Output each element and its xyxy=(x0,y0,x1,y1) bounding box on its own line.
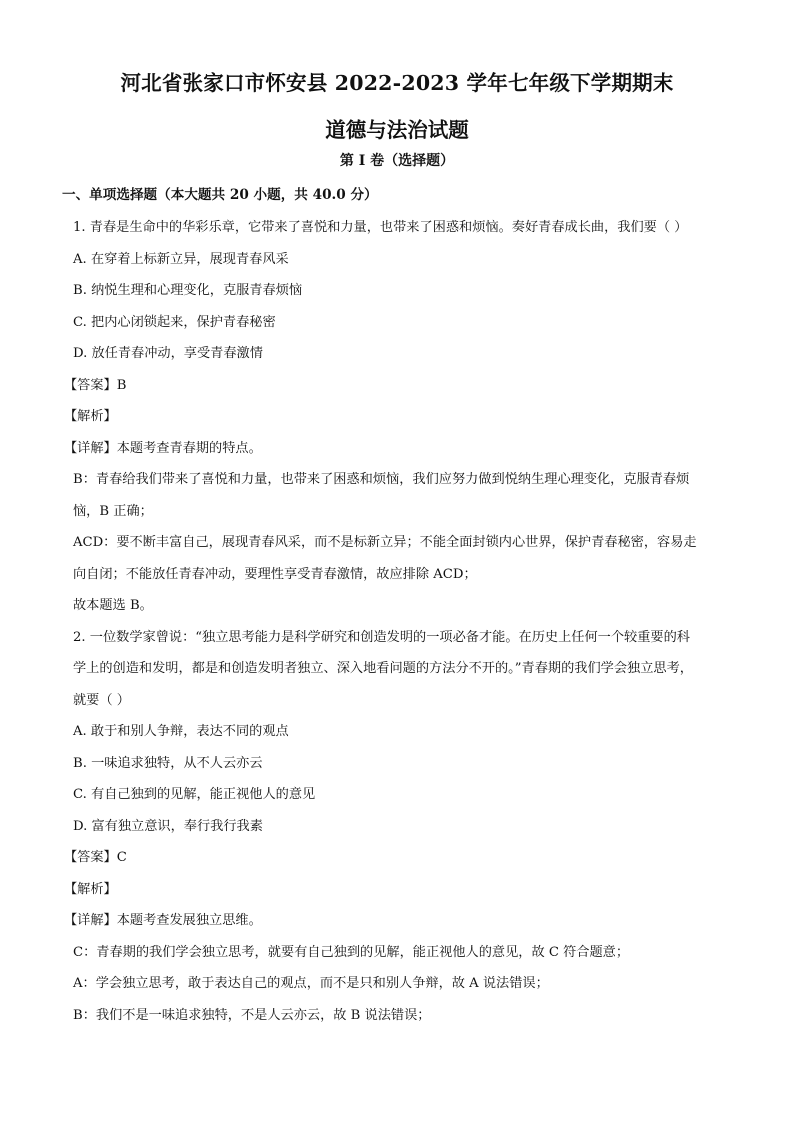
q1-analysis-label: 【解析】 xyxy=(64,409,117,424)
q1-answer: 【答案】B xyxy=(64,378,127,393)
volume-title: 第 I 卷（选择题） xyxy=(339,153,455,169)
q1-option-b: B. 纳悦生理和心理变化，克服青春烦恼 xyxy=(73,283,303,298)
q2-explain-line: C：青春期的我们学会独立思考，就要有自己独到的见解，能正视他人的意见，故 C 符合题意； xyxy=(73,945,630,960)
q1-detail: 【详解】本题考查青春期的特点。 xyxy=(64,441,262,456)
q2-stem-line: 就要（ ） xyxy=(73,693,130,708)
q1-explain-line: 故本题选 B。 xyxy=(73,598,153,613)
q1-explain-line: ACD：要不断丰富自己，展现青春风采，而不是标新立异；不能全面封锁内心世界，保护青春秘密，容易走 xyxy=(73,535,697,550)
q1-explain-line: 向自闭；不能放任青春冲动，要理性享受青春激情，故应排除 ACD； xyxy=(73,567,477,582)
q2-option-c: C. 有自己独到的见解，能正视他人的意见 xyxy=(73,787,316,802)
q1-stem: 1. 青春是生命中的华彩乐章，它带来了喜悦和力量，也带来了困惑和烦恼。奏好青春成长曲，我们要（ ） xyxy=(73,220,688,235)
q2-option-b: B. 一味追求独特，从不人云亦云 xyxy=(73,756,263,771)
q1-option-d: D. 放任青春冲动，享受青春激情 xyxy=(73,346,263,361)
q1-option-c: C. 把内心闭锁起来，保护青春秘密 xyxy=(73,315,276,330)
q2-option-d: D. 富有独立意识，奉行我行我素 xyxy=(73,819,263,834)
q2-answer: 【答案】C xyxy=(64,850,127,865)
q1-explain-line: 恼，B 正确； xyxy=(73,504,153,519)
q2-analysis-label: 【解析】 xyxy=(64,882,117,897)
q1-explain-line: B：青春给我们带来了喜悦和力量，也带来了困惑和烦恼，我们应努力做到悦纳生理心理变化，克服青春烦 xyxy=(73,472,690,487)
q1-option-a: A. 在穿着上标新立异，展现青春风采 xyxy=(73,252,289,267)
section-heading: 一、单项选择题（本大题共 20 小题，共 40.0 分） xyxy=(62,187,378,203)
q2-explain-line: A：学会独立思考，敢于表达自己的观点，而不是只和别人争辩，故 A 说法错误； xyxy=(73,976,549,991)
subject-title: 道德与法治试题 xyxy=(325,118,469,142)
q2-explain-line: B：我们不是一味追求独特，不是人云亦云，故 B 说法错误； xyxy=(73,1008,431,1023)
document-title: 河北省张家口市怀安县 2022-2023 学年七年级下学期期末 xyxy=(120,71,674,95)
q2-detail: 【详解】本题考查发展独立思维。 xyxy=(64,913,262,928)
q2-stem-line: 学上的创造和发明，都是和创造发明者独立、深入地看问题的方法分不开的。”青春期的我们学会独立思考， xyxy=(73,661,693,676)
q2-option-a: A. 敢于和别人争辩，表达不同的观点 xyxy=(73,724,289,739)
q2-stem-line: 2. 一位数学家曾说：“独立思考能力是科学研究和创造发明的一项必备才能。在历史上任何一个较重要的科 xyxy=(73,630,690,645)
